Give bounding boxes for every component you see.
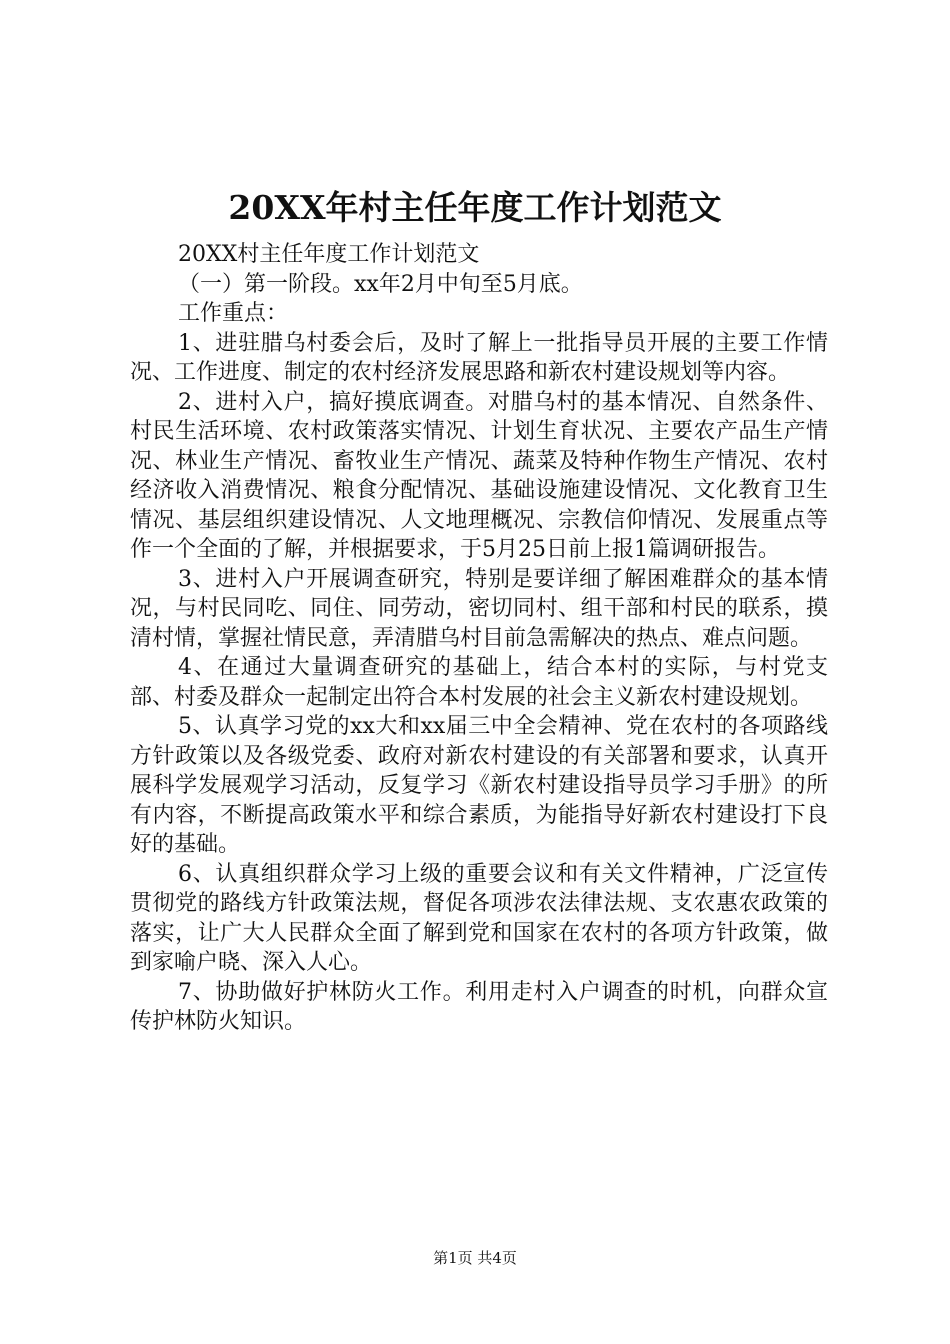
paragraph-item-4: 4、在通过大量调查研究的基础上，结合本村的实际，与村党支部、村委及群众一起制定出符合本村发展的社会主义新农村建设规划。: [130, 655, 828, 710]
paragraph-subtitle: 20XX村主任年度工作计划范文: [178, 242, 480, 267]
page-number-footer: 第1页 共4页: [433, 1249, 517, 1267]
paragraph-phase-one: （一）第一阶段。xx年2月中旬至5月底。: [178, 271, 583, 297]
document-body: [130, 240, 828, 1037]
paragraph-key-points-heading: 工作重点：: [178, 301, 289, 326]
paragraph-item-2: 2、进村入户，搞好摸底调查。对腊乌村的基本情况、自然条件、村民生活环境、农村政策落实情况、计划生育状况、主要农产品生产情况、林业生产情况、畜牧业生产情况、蔬菜及特种作物生产情况、农村经济收入消费情况、粮食分配情况、基础设施建设情况、文化教育卫生情况、基层组织建设情况、人文地理概况、宗教信仰情况、发展重点等作一个全面的了解，并根据要求，于5月25日前上报1篇调研报告。: [130, 389, 828, 562]
paragraph-item-3: 3、进村入户开展调查研究，特别是要详细了解困难群众的基本情况，与村民同吃、同住、同劳动，密切同村、组干部和村民的联系，摸清村情，掌握社情民意，弄清腊乌村目前急需解决的热点、难点问题。: [130, 566, 828, 651]
paragraph-item-7: 7、协助做好护林防火工作。利用走村入户调查的时机，向群众宣传护林防火知识。: [130, 979, 828, 1034]
paragraph-item-6: 6、认真组织群众学习上级的重要会议和有关文件精神，广泛宣传贯彻党的路线方针政策法规，督促各项涉农法律法规、支农惠农政策的落实，让广大人民群众全面了解到党和国家在农村的各项方针政策，做到家喻户晓、深入人心。: [130, 861, 828, 975]
document-title: 20XX年村主任年度工作计划范文: [228, 188, 722, 227]
paragraph-item-5: 5、认真学习党的xx大和xx届三中全会精神、党在农村的各项路线方针政策以及各级党委、政府对新农村建设的有关部署和要求，认真开展科学发展观学习活动，反复学习《新农村建设指导员学习手册》的所有内容，不断提高政策水平和综合素质，为能指导好新农村建设打下良好的基础。: [130, 714, 828, 857]
paragraph-item-1: 1、进驻腊乌村委会后，及时了解上一批指导员开展的主要工作情况、工作进度、制定的农村经济发展思路和新农村建设规划等内容。: [130, 330, 828, 385]
